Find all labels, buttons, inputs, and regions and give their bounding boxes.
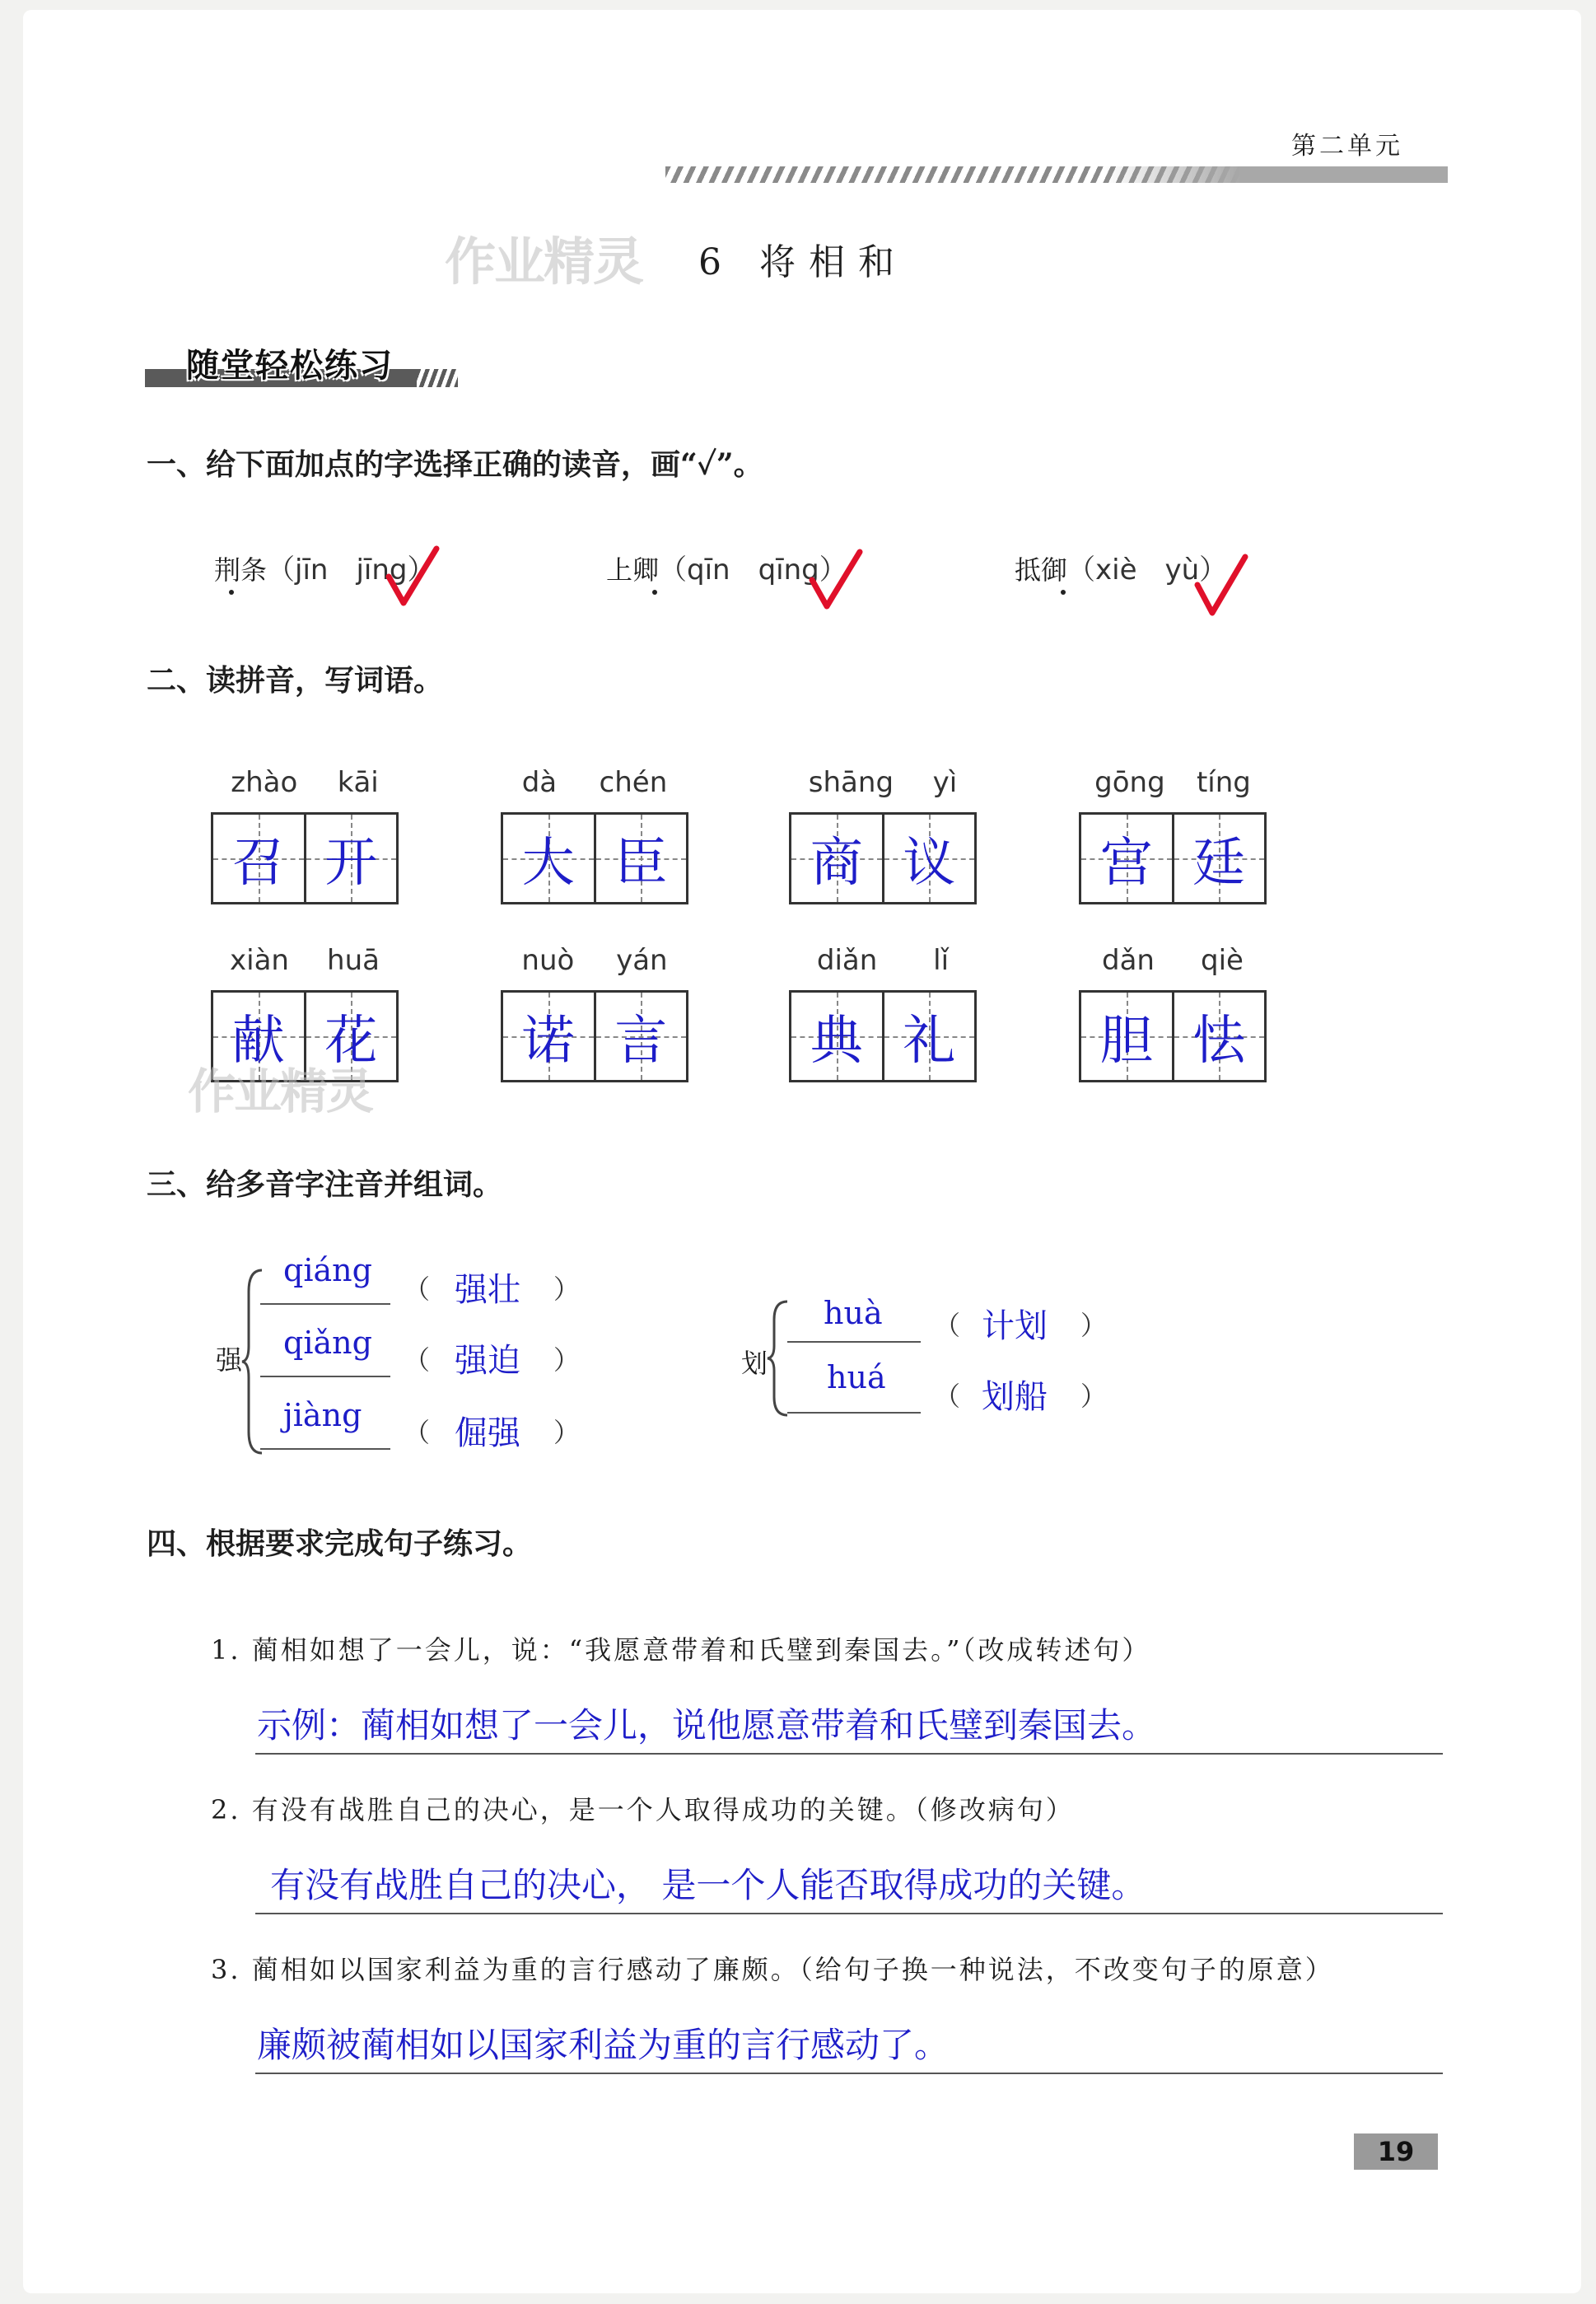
- paren-open: （: [404, 1274, 431, 1305]
- writing-grid: [1079, 812, 1267, 904]
- grid-cell: 大: [503, 815, 594, 902]
- answer-pinyin: huá: [827, 1359, 886, 1395]
- answer-line: [260, 1448, 390, 1450]
- writing-grid: [789, 990, 977, 1082]
- grid-cell: 开: [304, 815, 397, 902]
- q4-heading: 四、根据要求完成句子练习。: [147, 1526, 533, 1561]
- grid-cell: 礼: [882, 993, 975, 1080]
- q1-item-word: 上卿: [606, 554, 660, 586]
- check-mark-icon: [384, 544, 441, 610]
- emphasis-dot: [1061, 590, 1066, 595]
- q4-answer: 廉颇被蔺相如以国家利益为重的言行感动了。: [257, 2025, 950, 2065]
- pinyin: chén: [599, 766, 668, 799]
- pinyin: gōng: [1094, 766, 1165, 799]
- pinyin-pair: [789, 944, 977, 977]
- writing-grid: [501, 990, 688, 1082]
- grid-cell: 廷: [1172, 815, 1265, 902]
- q4-answer: 有没有战胜自己的决心， 是一个人能否取得成功的关键。: [270, 1865, 1146, 1905]
- pinyin: dà: [521, 766, 558, 799]
- answer-line: [255, 2073, 1443, 2074]
- answer-pinyin: jiàng: [283, 1397, 362, 1433]
- pinyin: zhào: [231, 766, 298, 799]
- grid-cell: 胆: [1081, 993, 1172, 1080]
- banner-title: 随堂轻松练习: [186, 347, 394, 385]
- answer-pinyin: huà: [824, 1295, 883, 1331]
- pinyin-pair: [1079, 766, 1267, 799]
- q4-prompt: 1. 蔺相如想了一会儿，说：“我愿意带着和氏璧到秦国去。”（改成转述句）: [211, 1634, 1151, 1666]
- pinyin: shāng: [808, 766, 894, 799]
- paren-open: （: [404, 1344, 431, 1376]
- check-mark-icon: [807, 547, 865, 613]
- grid-cell: 商: [791, 815, 882, 902]
- answer-pinyin: qiǎng: [283, 1325, 372, 1361]
- grid-cell: 诺: [503, 993, 594, 1080]
- brace-icon: [766, 1298, 791, 1418]
- banner-stripes: [417, 369, 458, 387]
- pinyin: xiàn: [230, 944, 289, 977]
- pinyin-pair: [789, 766, 977, 799]
- pinyin: nuò: [521, 944, 575, 977]
- answer-word: 强迫: [455, 1342, 520, 1380]
- paren-close: ）: [1080, 1381, 1108, 1412]
- pinyin: dǎn: [1102, 944, 1155, 977]
- paren-close: ）: [553, 1417, 581, 1448]
- grid-cell: 召: [213, 815, 304, 902]
- paren-open: （: [934, 1310, 961, 1341]
- q1-item-word: 荆条: [214, 554, 268, 586]
- pinyin-pair: [1079, 944, 1267, 977]
- paren-open: （: [934, 1381, 961, 1412]
- pinyin-pair: [211, 944, 399, 977]
- pinyin: yán: [616, 944, 668, 977]
- paren-close: ）: [1080, 1310, 1108, 1341]
- pinyin-pair: [501, 766, 688, 799]
- answer-line: [260, 1376, 390, 1377]
- grid-cell: 献: [213, 993, 304, 1080]
- paren-close: ）: [553, 1274, 581, 1305]
- pinyin: huā: [327, 944, 380, 977]
- answer-pinyin: qiáng: [283, 1252, 372, 1288]
- section-banner: [145, 336, 458, 390]
- answer-line: [787, 1341, 921, 1343]
- answer-word: 倔强: [455, 1414, 520, 1452]
- q4-prompt: 2. 有没有战胜自己的决心，是一个人取得成功的关键。（修改病句）: [211, 1794, 1075, 1825]
- pinyin: diǎn: [816, 944, 878, 977]
- q4-prompt: 3. 蔺相如以国家利益为重的言行感动了廉颇。（给句子换一种说法，不改变句子的原意）: [211, 1954, 1334, 1985]
- brace-icon: [240, 1267, 265, 1456]
- pinyin-pair: [211, 766, 399, 799]
- writing-grid: [789, 812, 977, 904]
- answer-word: 划船: [982, 1378, 1048, 1416]
- emphasis-dot: [652, 590, 657, 595]
- polyphone-char: 划: [741, 1348, 768, 1379]
- answer-line: [787, 1412, 921, 1414]
- pinyin: tíng: [1196, 766, 1251, 799]
- q4-answer: 示例：蔺相如想了一会儿，说他愿意带着和氏璧到秦国去。: [257, 1705, 1157, 1746]
- q2-heading: 二、读拼音，写词语。: [147, 663, 444, 698]
- grid-cell: 典: [791, 993, 882, 1080]
- watermark: 作业精灵: [445, 231, 643, 292]
- answer-word: 计划: [982, 1307, 1048, 1345]
- header-hatch-fade: [1104, 166, 1448, 183]
- polyphone-char: 强: [216, 1344, 243, 1376]
- pinyin-pair: [501, 944, 688, 977]
- paren-open: （: [404, 1417, 431, 1448]
- q3-heading: 三、给多音字注音并组词。: [147, 1167, 503, 1202]
- grid-cell: 言: [594, 993, 687, 1080]
- q1-heading: 一、给下面加点的字选择正确的读音，画“✓”。: [147, 447, 763, 482]
- grid-cell: 怯: [1172, 993, 1265, 1080]
- page-number: 19: [1354, 2133, 1438, 2170]
- pinyin: kāi: [337, 766, 379, 799]
- grid-cell: 议: [882, 815, 975, 902]
- answer-word: 强壮: [455, 1271, 520, 1309]
- emphasis-dot: [229, 590, 234, 595]
- check-mark-icon: [1192, 552, 1250, 621]
- pinyin: lǐ: [933, 944, 950, 977]
- q1-item-options: （qīn qīng）: [659, 554, 847, 587]
- pinyin: qiè: [1201, 944, 1244, 977]
- writing-grid: [501, 812, 688, 904]
- answer-line: [255, 1753, 1443, 1755]
- q1-item-word: 抵御: [1015, 554, 1068, 586]
- unit-title: 第二单元: [1291, 132, 1403, 161]
- writing-grid: [1079, 990, 1267, 1082]
- lesson-title: 6 将相和: [698, 241, 908, 283]
- answer-line: [255, 1913, 1443, 1914]
- q1-item-options: （xiè yù）: [1067, 554, 1228, 587]
- grid-cell: 臣: [594, 815, 687, 902]
- q1-item-options: （jīn jīng）: [267, 554, 436, 587]
- writing-grid: [211, 812, 399, 904]
- pinyin: yì: [932, 766, 958, 799]
- grid-cell: 宫: [1081, 815, 1172, 902]
- grid-cell: 花: [304, 993, 397, 1080]
- watermark: 作业精灵: [188, 1063, 373, 1119]
- paren-close: ）: [553, 1344, 581, 1376]
- answer-line: [260, 1303, 390, 1305]
